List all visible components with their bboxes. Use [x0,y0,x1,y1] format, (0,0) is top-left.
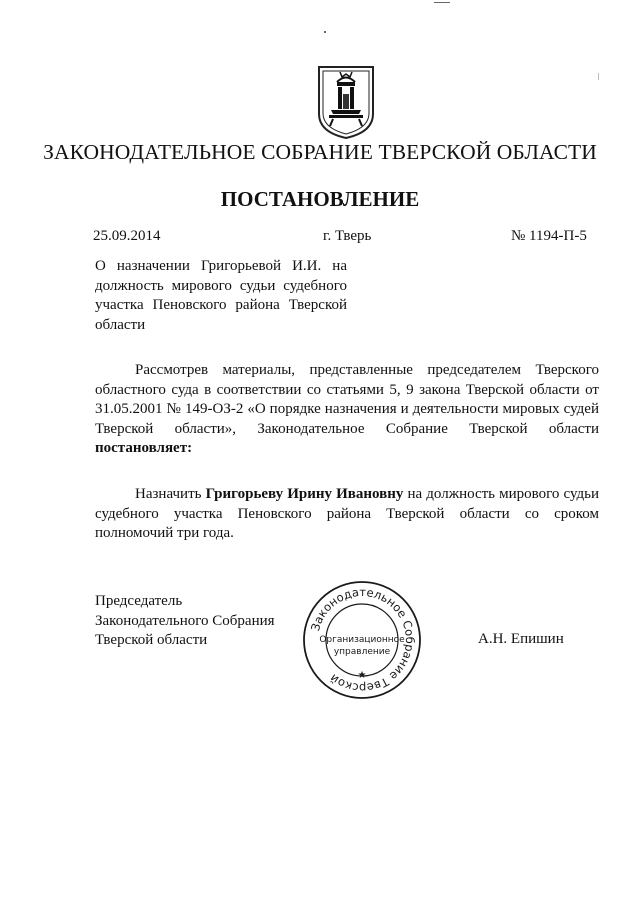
tver-coat-of-arms-icon [316,64,376,140]
resolution-text-end: на должность мирового судьи судебного участка Пеновского района Тверской области со сроком полномочий три года. [95,486,600,542]
preamble-text: Рассмотрев материалы, представленные председателем Тверского областного суда в соответствии со статьями 5, 9 закона Тверской области от 31.05.2001 № 149-ОЗ-2 «О порядке назначения и деятельности мировых судей Тверской области», Законодательное Собрание Тверской области [95,362,599,437]
document-type-heading: ПОСТАНОВЛЕНИЕ [220,187,420,211]
resolves-keyword: постановляет: [95,440,193,457]
seal-ring-text: Законодательное Собрание Тверской [308,584,418,696]
seal-center-line: Организационное [319,635,405,645]
appointee-name: Григорьеву Ирину Ивановну [205,486,404,502]
resolution-text-start: Назначить [135,486,206,502]
scan-dot [324,31,326,33]
scan-mark [434,2,450,3]
scan-mark [598,73,599,80]
signatory-line: Председатель [95,593,183,609]
svg-text:★: ★ [357,670,367,681]
signatory-name: А.Н. Епишин [478,631,564,647]
document-city: г. Тверь [323,228,372,244]
seal-center-line: управление [333,647,391,657]
official-seal-stamp [300,578,424,702]
organization-title: ЗАКОНОДАТЕЛЬНОЕ СОБРАНИЕ ТВЕРСКОЙ ОБЛАСТИ [43,140,597,164]
document-date: 25.09.2014 [93,228,161,244]
signatory-line: Тверской области [95,632,208,649]
resolution-paragraph [95,485,599,544]
signatory-line: Законодательного Собрания [95,612,275,629]
document-number: № 1194-П-5 [511,228,587,244]
document-subject: О назначении Григорьевой И.И. на должность мирового судьи судебного участка Пеновского района Тверской области [95,258,347,333]
preamble-paragraph [95,361,599,459]
signatory-title [95,592,275,651]
